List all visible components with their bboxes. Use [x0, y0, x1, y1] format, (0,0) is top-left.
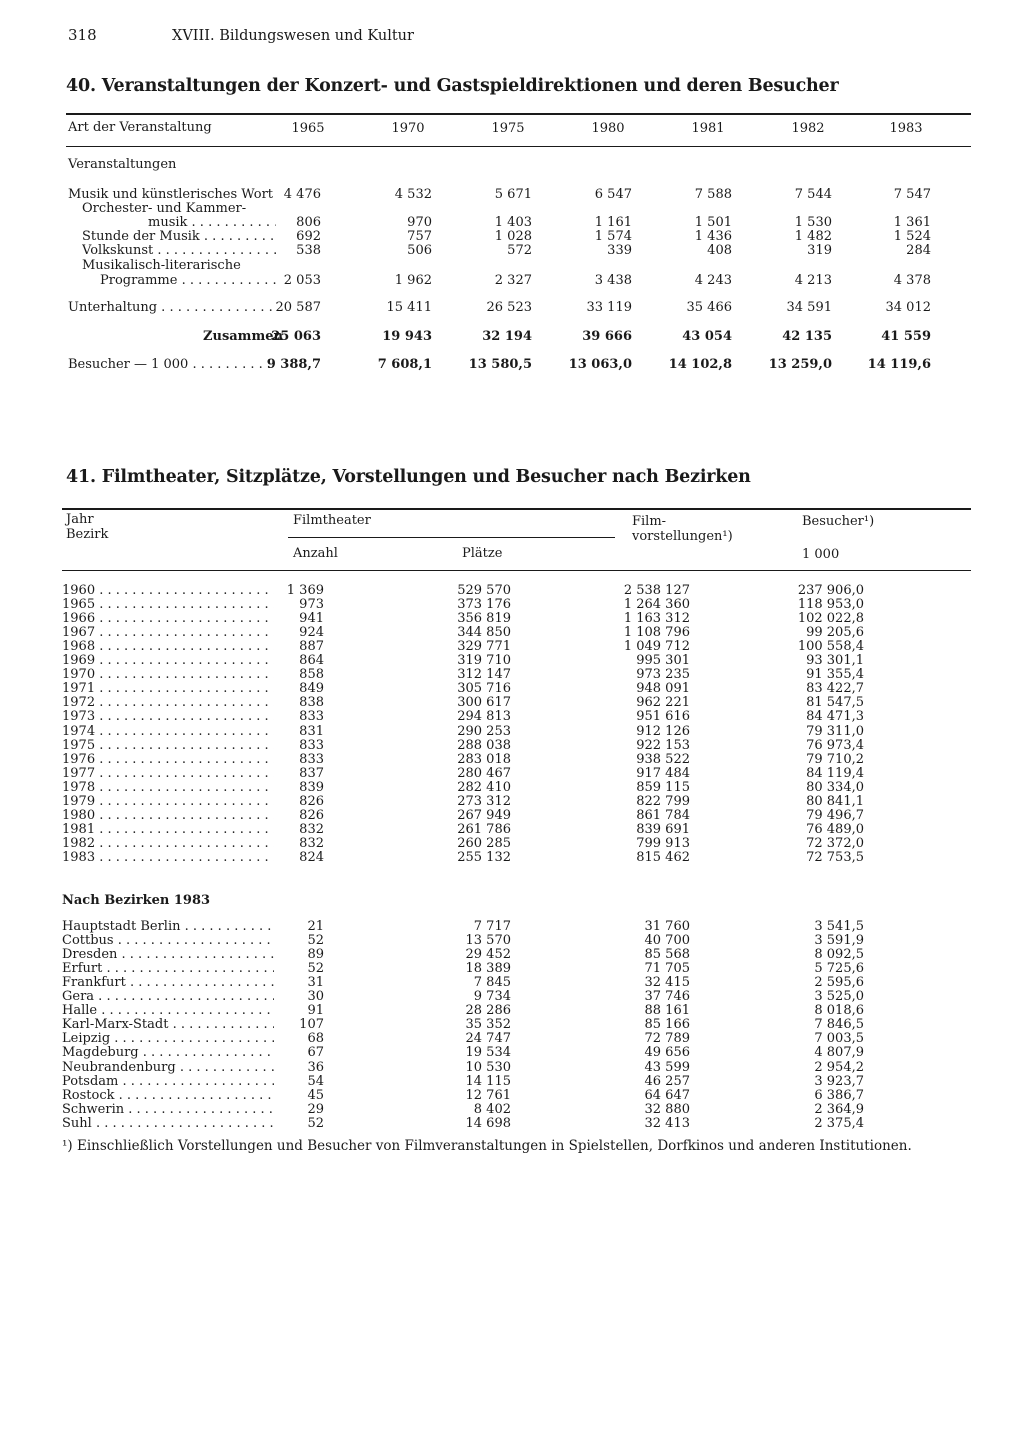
year-header-1975: 1975	[491, 121, 525, 136]
year-row-cell: 924	[299, 625, 324, 641]
year-row-cell: 237 906,0	[797, 583, 864, 598]
year-row-cell: 973	[299, 597, 324, 613]
year-row-label: 1980 . . .	[62, 808, 274, 823]
year-row-cell: 84 119,4	[806, 765, 864, 781]
row-label-unterhaltung: Unterhaltung . . .	[68, 300, 276, 315]
table-40-col-label: Art der Veranstaltung	[68, 120, 212, 135]
cell-orchester-1981: 1 501	[694, 215, 732, 230]
year-row-cell: 76 489,0	[806, 821, 864, 837]
year-row-cell: 1 163 312	[623, 611, 690, 627]
bezirk-row-cell: 36	[307, 1059, 324, 1075]
year-row-cell: 922 153	[636, 737, 690, 753]
row-label-orchester-1: Orchester- und Kammer-	[82, 201, 247, 216]
cell-stunde-1970: 757	[407, 229, 432, 244]
year-row-cell: 329 771	[457, 639, 511, 655]
bezirk-row-label: Erfurt . . .	[62, 961, 274, 976]
year-row-cell: 839	[299, 779, 324, 795]
year-row-cell: 951 616	[636, 709, 690, 725]
year-row-cell: 79 496,7	[806, 807, 864, 823]
bezirk-row-label: Potsdam . . .	[62, 1074, 274, 1089]
cell-besucher-1983: 14 119,6	[867, 357, 931, 372]
cell-unterhaltung-1975: 26 523	[486, 300, 532, 315]
year-row-cell: 1 264 360	[623, 597, 690, 613]
bezirk-row-cell: 52	[307, 1115, 324, 1131]
cell-musikalisch-1975: 2 327	[494, 273, 532, 288]
cell-orchester-1980: 1 161	[594, 215, 632, 230]
bezirk-row-cell: 14 115	[465, 1073, 511, 1089]
cell-stunde-1981: 1 436	[694, 229, 732, 244]
col-header-anzahl: Anzahl	[293, 546, 338, 561]
bezirk-row-label: Suhl . . .	[62, 1116, 274, 1131]
year-row-label: 1971 . . .	[62, 681, 274, 696]
year-row-cell: 79 311,0	[806, 723, 864, 739]
year-row-cell: 282 410	[457, 779, 511, 795]
cell-musik-1983: 7 547	[893, 187, 931, 202]
cell-volkskunst-1980: 339	[607, 243, 632, 258]
table-40-title: 40. Veranstaltungen der Konzert- und Gastspieldirektionen und deren Besucher	[66, 76, 839, 96]
year-row-label: 1960 . . .	[62, 583, 274, 598]
year-row-cell: 826	[299, 793, 324, 809]
cell-volkskunst-1965: 538	[296, 243, 321, 258]
year-row-cell: 833	[299, 751, 324, 767]
year-row-cell: 280 467	[457, 765, 511, 781]
year-row-label: 1978 . . .	[62, 780, 274, 795]
year-row-cell: 832	[299, 821, 324, 837]
bezirk-row-label: Gera . . .	[62, 989, 274, 1004]
year-row-cell: 93 301,1	[806, 653, 864, 669]
year-row-cell: 815 462	[636, 849, 690, 865]
bezirk-row-label: Halle . . .	[62, 1003, 274, 1018]
year-row-cell: 912 126	[636, 723, 690, 739]
year-row-cell: 838	[299, 695, 324, 711]
row-label-volkskunst: Volkskunst . . .	[82, 243, 276, 258]
cell-stunde-1975: 1 028	[494, 229, 532, 244]
table-41-header-rule	[62, 570, 971, 571]
year-row-cell: 319 710	[457, 653, 511, 669]
year-row-cell: 373 176	[457, 597, 511, 613]
year-row-cell: 72 753,5	[806, 849, 864, 865]
bezirk-row-cell: 52	[307, 933, 324, 949]
bezirk-row-cell: 7 717	[473, 919, 511, 934]
bezirk-row-cell: 32 413	[644, 1115, 690, 1131]
bezirk-row-cell: 8 018,6	[814, 1003, 864, 1019]
cell-zusammen-1970: 19 943	[382, 329, 432, 344]
bezirk-row-cell: 35 352	[465, 1017, 511, 1033]
year-row-cell: 344 850	[457, 625, 511, 641]
year-row-cell: 118 953,0	[797, 597, 864, 613]
year-row-cell: 91 355,4	[806, 667, 864, 683]
bezirk-row-label: Magdeburg . . .	[62, 1045, 274, 1060]
cell-orchester-1965: 806	[296, 215, 321, 230]
year-row-cell: 260 285	[457, 835, 511, 851]
year-row-label: 1974 . . .	[62, 724, 274, 739]
bezirk-row-cell: 29 452	[465, 947, 511, 963]
cell-besucher-1975: 13 580,5	[468, 357, 532, 372]
row-label-musikalisch-2: Programme . . .	[100, 273, 276, 288]
bezirk-row-cell: 3 923,7	[814, 1073, 864, 1089]
bezirk-row-cell: 6 386,7	[814, 1087, 864, 1103]
year-row-cell: 80 841,1	[806, 793, 864, 809]
year-row-label: 1983 . . .	[62, 850, 274, 865]
year-row-cell: 529 570	[457, 583, 511, 598]
bezirk-row-cell: 45	[307, 1087, 324, 1103]
year-header-1983: 1983	[889, 121, 923, 136]
footnote: ¹) Einschließlich Vorstellungen und Besucher von Filmveranstaltungen in Spielstellen, Dorfkinos und anderen Institutionen.	[62, 1138, 912, 1154]
bezirk-row-cell: 7 845	[473, 975, 511, 991]
bezirk-row-cell: 10 530	[465, 1059, 511, 1075]
year-header-1981: 1981	[691, 121, 725, 136]
year-row-label: 1981 . . .	[62, 822, 274, 837]
year-row-cell: 294 813	[457, 709, 511, 725]
bezirk-row-label: Karl-Marx-Stadt . . .	[62, 1017, 274, 1032]
cell-volkskunst-1983: 284	[906, 243, 931, 258]
bezirk-row-cell: 29	[307, 1101, 324, 1117]
year-header-1982: 1982	[791, 121, 825, 136]
year-row-label: 1965 . . .	[62, 597, 274, 612]
cell-unterhaltung-1981: 35 466	[686, 300, 732, 315]
bezirk-row-cell: 43 599	[644, 1059, 690, 1075]
year-row-cell: 312 147	[457, 667, 511, 683]
cell-zusammen-1983: 41 559	[881, 329, 931, 344]
bezirk-row-cell: 3 591,9	[814, 933, 864, 949]
year-row-cell: 2 538 127	[623, 583, 690, 598]
cell-stunde-1983: 1 524	[893, 229, 931, 244]
year-row-cell: 887	[299, 639, 324, 655]
year-row-label: 1972 . . .	[62, 695, 274, 710]
year-row-cell: 305 716	[457, 681, 511, 697]
cell-unterhaltung-1983: 34 012	[885, 300, 931, 315]
bezirk-row-label: Rostock . . .	[62, 1088, 274, 1103]
cell-unterhaltung-1965: 20 587	[275, 300, 321, 315]
bezirk-row-label: Hauptstadt Berlin . . .	[62, 919, 274, 934]
cell-orchester-1983: 1 361	[893, 215, 931, 230]
year-row-cell: 799 913	[636, 835, 690, 851]
cell-musikalisch-1970: 1 962	[394, 273, 432, 288]
year-row-cell: 1 108 796	[623, 625, 690, 641]
year-row-cell: 858	[299, 667, 324, 683]
bezirk-row-cell: 107	[299, 1017, 324, 1033]
row-label-musikalisch-1: Musikalisch-literarische	[82, 258, 241, 273]
year-row-label: 1973 . . .	[62, 709, 274, 724]
year-row-label: 1977 . . .	[62, 766, 274, 781]
year-row-label: 1979 . . .	[62, 794, 274, 809]
cell-stunde-1982: 1 482	[794, 229, 832, 244]
cell-musikalisch-1980: 3 438	[594, 273, 632, 288]
year-row-cell: 79 710,2	[806, 751, 864, 767]
year-row-cell: 859 115	[636, 779, 690, 795]
cell-zusammen-1981: 43 054	[682, 329, 732, 344]
bezirk-row-cell: 91	[307, 1003, 324, 1019]
cell-unterhaltung-1980: 33 119	[586, 300, 632, 315]
cell-musik-1970: 4 532	[394, 187, 432, 202]
row-label-zusammen: Zusammen	[203, 329, 283, 344]
year-row-cell: 273 312	[457, 793, 511, 809]
year-row-cell: 261 786	[457, 821, 511, 837]
bezirk-row-cell: 2 364,9	[814, 1101, 864, 1117]
row-label-stunde: Stunde der Musik . . .	[82, 229, 276, 244]
cell-besucher-1980: 13 063,0	[568, 357, 632, 372]
bezirk-row-cell: 2 375,4	[814, 1115, 864, 1131]
table-40-top-rule	[66, 113, 971, 115]
bezirk-row-cell: 30	[307, 989, 324, 1005]
filmtheater-span-rule	[288, 537, 615, 538]
bezirk-row-label: Schwerin . . .	[62, 1102, 274, 1117]
cell-musik-1982: 7 544	[794, 187, 832, 202]
col-header-film-1: Film-	[632, 514, 667, 529]
table-41-section: Nach Bezirken 1983	[62, 893, 211, 908]
bezirk-row-cell: 7 846,5	[814, 1017, 864, 1033]
year-row-cell: 826	[299, 807, 324, 823]
cell-musikalisch-1965: 2 053	[283, 273, 321, 288]
year-row-cell: 941	[299, 611, 324, 627]
bezirk-row-cell: 13 570	[465, 933, 511, 949]
bezirk-row-cell: 72 789	[644, 1031, 690, 1047]
year-header-1980: 1980	[591, 121, 625, 136]
bezirk-row-cell: 24 747	[465, 1031, 511, 1047]
bezirk-row-cell: 68	[307, 1031, 324, 1047]
bezirk-row-label: Leipzig . . .	[62, 1031, 274, 1046]
year-row-label: 1966 . . .	[62, 611, 274, 626]
year-header-1970: 1970	[391, 121, 425, 136]
year-row-label: 1976 . . .	[62, 752, 274, 767]
cell-unterhaltung-1970: 15 411	[386, 300, 432, 315]
bezirk-row-cell: 3 525,0	[814, 989, 864, 1005]
bezirk-row-cell: 88 161	[644, 1003, 690, 1019]
year-row-cell: 100 558,4	[797, 639, 864, 655]
col-header-film-2: vorstellungen¹)	[632, 529, 733, 544]
bezirk-row-cell: 8 402	[473, 1101, 511, 1117]
cell-volkskunst-1981: 408	[707, 243, 732, 258]
year-row-cell: 973 235	[636, 667, 690, 683]
bezirk-row-cell: 85 166	[644, 1017, 690, 1033]
bezirk-row-cell: 7 003,5	[814, 1031, 864, 1047]
table-41-title: 41. Filmtheater, Sitzplätze, Vorstellungen und Besucher nach Bezirken	[66, 467, 751, 487]
bezirk-row-label: Dresden . . .	[62, 947, 274, 962]
year-row-cell: 824	[299, 849, 324, 865]
cell-volkskunst-1982: 319	[807, 243, 832, 258]
bezirk-row-label: Neubrandenburg . . .	[62, 1060, 274, 1075]
bezirk-row-cell: 67	[307, 1045, 324, 1061]
year-row-label: 1969 . . .	[62, 653, 274, 668]
bezirk-row-cell: 71 705	[644, 961, 690, 977]
cell-zusammen-1980: 39 666	[582, 329, 632, 344]
year-row-label: 1970 . . .	[62, 667, 274, 682]
cell-orchester-1975: 1 403	[494, 215, 532, 230]
page-number: 318	[68, 26, 97, 44]
year-row-cell: 833	[299, 709, 324, 725]
bezirk-row-cell: 9 734	[473, 989, 511, 1005]
chapter-title: XVIII. Bildungswesen und Kultur	[172, 28, 414, 44]
year-row-cell: 83 422,7	[806, 681, 864, 697]
year-row-cell: 288 038	[457, 737, 511, 753]
bezirk-row-cell: 4 807,9	[814, 1045, 864, 1061]
year-row-cell: 917 484	[636, 765, 690, 781]
year-row-label: 1982 . . .	[62, 836, 274, 851]
year-row-cell: 832	[299, 835, 324, 851]
bezirk-row-cell: 5 725,6	[814, 961, 864, 977]
table-40-section: Veranstaltungen	[68, 157, 177, 172]
cell-orchester-1982: 1 530	[794, 215, 832, 230]
row-label-orchester-2: musik . . .	[148, 215, 276, 230]
bezirk-row-cell: 37 746	[644, 989, 690, 1005]
table-40-header-rule	[66, 146, 971, 147]
bezirk-row-cell: 14 698	[465, 1115, 511, 1131]
bezirk-row-label: Cottbus . . .	[62, 933, 274, 948]
year-row-label: 1968 . . .	[62, 639, 274, 654]
col-header-jahr: Jahr	[66, 512, 94, 527]
bezirk-row-cell: 40 700	[644, 933, 690, 949]
bezirk-row-cell: 19 534	[465, 1045, 511, 1061]
cell-stunde-1980: 1 574	[594, 229, 632, 244]
cell-musikalisch-1982: 4 213	[794, 273, 832, 288]
bezirk-row-cell: 8 092,5	[814, 947, 864, 963]
col-header-besucher: Besucher¹)	[802, 514, 875, 529]
cell-zusammen-1965: 25 063	[271, 329, 321, 344]
year-row-cell: 80 334,0	[806, 779, 864, 795]
year-row-cell: 267 949	[457, 807, 511, 823]
year-row-cell: 861 784	[636, 807, 690, 823]
year-row-cell: 1 369	[286, 583, 324, 598]
bezirk-row-cell: 49 656	[644, 1045, 690, 1061]
year-row-cell: 837	[299, 765, 324, 781]
cell-unterhaltung-1982: 34 591	[786, 300, 832, 315]
bezirk-row-cell: 28 286	[465, 1003, 511, 1019]
bezirk-row-cell: 32 415	[644, 975, 690, 991]
row-label-musik: Musik und künstlerisches Wort	[68, 187, 274, 202]
year-row-cell: 290 253	[457, 723, 511, 739]
year-row-cell: 1 049 712	[623, 639, 690, 655]
year-row-cell: 839 691	[636, 821, 690, 837]
year-row-cell: 849	[299, 681, 324, 697]
bezirk-row-label: Frankfurt . . .	[62, 975, 274, 990]
year-row-label: 1967 . . .	[62, 625, 274, 640]
year-row-cell: 948 091	[636, 681, 690, 697]
bezirk-row-cell: 32 880	[644, 1101, 690, 1117]
bezirk-row-cell: 2 954,2	[814, 1059, 864, 1075]
year-row-cell: 864	[299, 653, 324, 669]
cell-musik-1980: 6 547	[594, 187, 632, 202]
col-header-bezirk: Bezirk	[66, 527, 109, 542]
cell-musikalisch-1981: 4 243	[694, 273, 732, 288]
bezirk-row-cell: 85 568	[644, 947, 690, 963]
year-row-cell: 84 471,3	[806, 709, 864, 725]
table-41-top-rule	[62, 508, 971, 510]
year-row-cell: 76 973,4	[806, 737, 864, 753]
col-header-1000: 1 000	[802, 547, 840, 562]
cell-musik-1965: 4 476	[283, 187, 321, 202]
year-row-cell: 822 799	[636, 793, 690, 809]
year-row-cell: 283 018	[457, 751, 511, 767]
cell-orchester-1970: 970	[407, 215, 432, 230]
cell-besucher-1965: 9 388,7	[266, 357, 321, 372]
bezirk-row-cell: 54	[307, 1073, 324, 1089]
year-row-cell: 72 372,0	[806, 835, 864, 851]
bezirk-row-cell: 18 389	[465, 961, 511, 977]
bezirk-row-cell: 31	[307, 975, 324, 991]
year-row-label: 1975 . . .	[62, 738, 274, 753]
bezirk-row-cell: 12 761	[465, 1087, 511, 1103]
year-row-cell: 81 547,5	[806, 695, 864, 711]
cell-volkskunst-1975: 572	[507, 243, 532, 258]
bezirk-row-cell: 52	[307, 961, 324, 977]
cell-besucher-1970: 7 608,1	[377, 357, 432, 372]
year-row-cell: 995 301	[636, 653, 690, 669]
year-header-1965: 1965	[291, 121, 325, 136]
bezirk-row-cell: 2 595,6	[814, 975, 864, 991]
row-label-besucher: Besucher — 1 000 . . .	[68, 357, 276, 372]
bezirk-row-cell: 31 760	[644, 919, 690, 934]
bezirk-row-cell: 64 647	[644, 1087, 690, 1103]
bezirk-row-cell: 3 541,5	[814, 919, 864, 934]
bezirk-row-cell: 21	[307, 919, 324, 934]
col-header-filmtheater: Filmtheater	[293, 513, 371, 528]
cell-stunde-1965: 692	[296, 229, 321, 244]
cell-volkskunst-1970: 506	[407, 243, 432, 258]
year-row-cell: 962 221	[636, 695, 690, 711]
year-row-cell: 102 022,8	[797, 611, 864, 627]
cell-besucher-1982: 13 259,0	[768, 357, 832, 372]
cell-musikalisch-1983: 4 378	[893, 273, 931, 288]
year-row-cell: 938 522	[636, 751, 690, 767]
year-row-cell: 833	[299, 737, 324, 753]
col-header-plaetze: Plätze	[462, 546, 503, 561]
year-row-cell: 356 819	[457, 611, 511, 627]
cell-besucher-1981: 14 102,8	[668, 357, 732, 372]
year-row-cell: 300 617	[457, 695, 511, 711]
cell-musik-1975: 5 671	[494, 187, 532, 202]
year-row-cell: 255 132	[457, 849, 511, 865]
cell-zusammen-1975: 32 194	[482, 329, 532, 344]
year-row-cell: 99 205,6	[806, 625, 864, 641]
cell-musik-1981: 7 588	[694, 187, 732, 202]
year-row-cell: 831	[299, 723, 324, 739]
bezirk-row-cell: 89	[307, 947, 324, 963]
cell-zusammen-1982: 42 135	[782, 329, 832, 344]
bezirk-row-cell: 46 257	[644, 1073, 690, 1089]
